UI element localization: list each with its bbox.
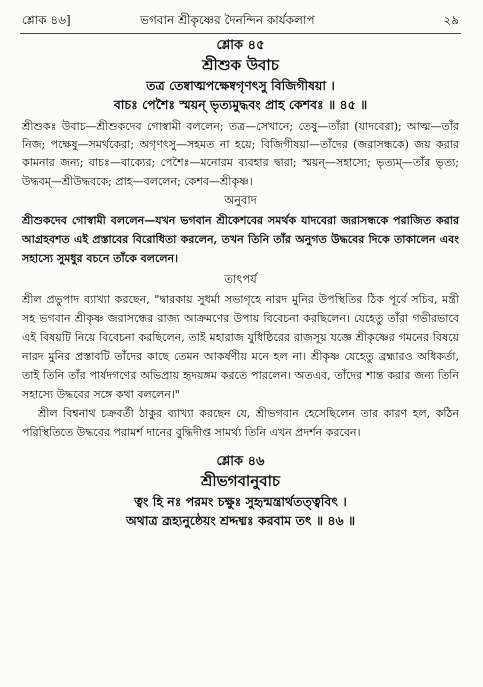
verse-45-line-1: তত্র তেষ্বাত্মপক্ষেষ্বগৃণৎসু বিজিগীষয়া । <box>146 78 335 93</box>
verse-46-speaker: শ্রীভগবানুবাচ <box>200 471 281 490</box>
verse-45-heading: শ্লোক ৪৫ <box>216 38 265 53</box>
verse-45-line-2: বাচঃ পেশৈঃ স্ময়ন্ ভৃত্যমুদ্ধবং প্রাহ কেশবঃ ॥ ৪৫ ॥ <box>113 97 368 112</box>
verse-45-translation: শ্রীশুকদেব গোস্বামী বললেন—যখন ভগবান শ্রীকেশবের সমর্থক যাদবেরা জরাসন্ধকে পরাজিত করার আগ্রহবশত এই প্রস্তাবের বিরোধিতা করলেন, তখন তিনি তাঁর অনুগত উদ্ধবের দিকে তাকালেন এবং সহাস্যে সুমধুর বচনে তাঁকে বললেন। <box>22 213 459 265</box>
translation-heading: অনুবাদ <box>224 192 257 207</box>
page-body <box>22 36 459 530</box>
verse-46-heading: শ্লোক ৪৬ <box>216 453 265 469</box>
verse-46-line-2: অথাত্র ব্রূহ্যনুষ্ঠেয়ং শ্রদ্দধ্মঃ করবাম তৎ ॥ ৪৬ ॥ <box>125 512 356 528</box>
verse-45-speaker: শ্রীশুক উবাচ <box>202 56 279 74</box>
running-header <box>22 12 459 30</box>
header-rule <box>20 33 461 34</box>
verse-46-line-1: ত্বং হি নঃ পরমং চক্ষুঃ সুহৃন্মন্ত্রার্থতত্ত্ববিৎ । <box>134 493 347 509</box>
page-number: ২৯ <box>443 13 459 27</box>
header-title: ভগবান শ্রীকৃষ্ণের দৈনন্দিন কার্যকলাপ <box>140 13 315 27</box>
header-verse-ref: শ্লোক ৪৬] <box>22 13 71 27</box>
purport-paragraph-2: শ্রীল বিশ্বনাথ চক্রবর্তী ঠাকুর ব্যাখ্যা করছেন যে, শ্রীভগবান হেসেছিলেন তার কারণ হল, কঠিন পরিস্থিতিতে উদ্ধবের পরামর্শ দানের বুদ্ধিদীপ্ত সামর্থ্য তিনি এখন প্রদর্শন করবেন। <box>22 406 459 439</box>
verse-45-synonyms: শ্রীশুকঃ উবাচ—শ্রীশুকদেব গোস্বামী বললেন; তত্র—সেখানে; তেষু—তাঁরা (যাদবেরা); আত্ম—তাঁর নিজ; পক্ষেষু—সমর্থকেরা; অগৃণৎসু—সহমত না হয়ে; বিজিগীষয়া—তাঁদের (জরাসন্ধকে) জয় করার কামনার জন্য; বাচঃ—বাক্যের; পেশৈঃ—মনোরম ব্যবহার দ্বারা; স্ময়ন্—সহাস্যে; ভৃত্যম্—তাঁর ভৃত্য; উদ্ধবম্—শ্রীউদ্ধবকে; প্রাহ—বললেন; কেশব—শ্রীকৃষ্ণ। <box>22 120 459 188</box>
purport-paragraph-1: শ্রীল প্রভুপাদ ব্যাখ্যা করছেন, "দ্বারকায় সুধর্মা সভাগৃহে নারদ মুনির উপস্থিতির ঠিক পূর্বে সচিব, মন্ত্রী সহ ভগবান শ্রীকৃষ্ণ জরাসন্ধের রাজ্য আক্রমণের উপায় বিবেচনা করছিলেন। যেহেতু তাঁরা গভীরভাবে এই বিষয়টি নিয়ে বিবেচনা করছিলেন, তাই মহারাজ যুধিষ্ঠিরের রাজসূয় যজ্ঞে শ্রীকৃষ্ণের গমনের বিষয়ে নারদ মুনির প্রস্তাবটি তাঁদের কাছে তেমন আকর্ষণীয় মনে হল না। শ্রীকৃষ্ণ যেহেতু ব্রহ্মারও অধিকর্তা, তাই তিনি তাঁর পার্ষদগণের অভিপ্রায় হৃদয়ঙ্গম করতে পারলেন। অতএব, তাঁদের শান্ত করার জন্য তিনি সহাস্যে উদ্ধবের সঙ্গে কথা বললেন।" <box>22 292 459 401</box>
purport-heading: তাৎপর্য <box>224 271 257 286</box>
